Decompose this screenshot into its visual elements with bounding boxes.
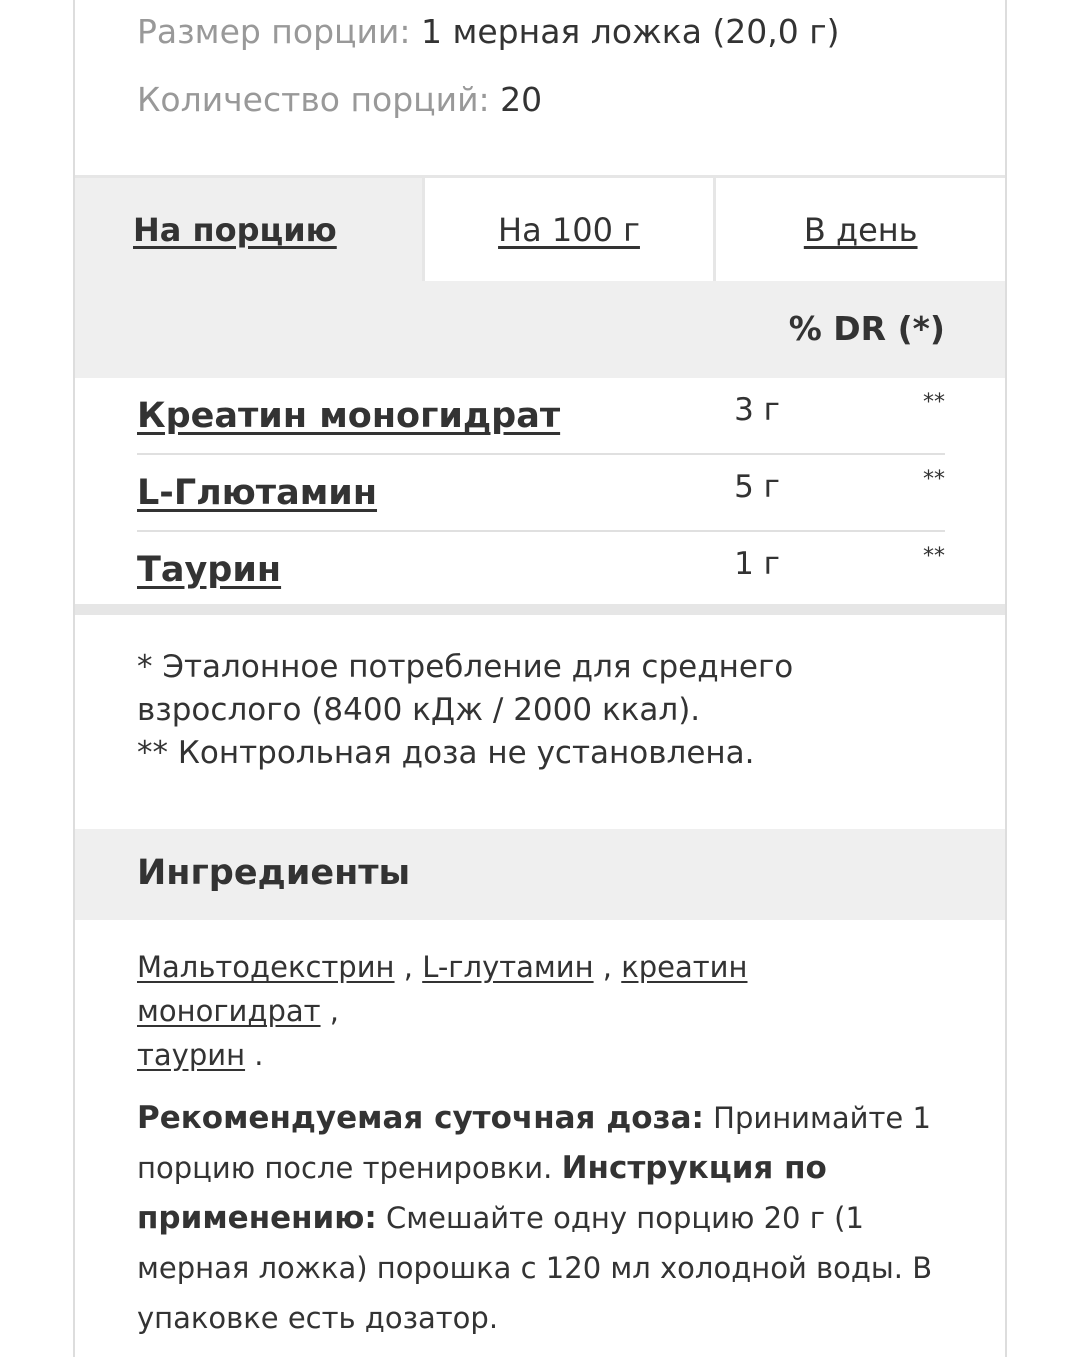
nutrient-dr: ** xyxy=(923,467,945,492)
nutrient-dr: ** xyxy=(923,544,945,569)
ingredient-link-glutamine[interactable]: L-глутамин xyxy=(422,950,594,984)
nutrient-link-creatine[interactable]: Креатин моногидрат xyxy=(137,396,561,436)
tab-per-100g[interactable]: На 100 г xyxy=(422,178,714,281)
nutrient-amount: 1 г xyxy=(734,546,780,582)
ingredient-separator: , xyxy=(394,950,423,984)
nutrient-amount: 5 г xyxy=(734,469,780,505)
nutrient-amount: 3 г xyxy=(734,392,780,428)
ingredient-link-taurine[interactable]: таурин xyxy=(137,1038,246,1072)
nutrition-tabs xyxy=(75,175,1005,281)
usage-instructions xyxy=(137,1093,937,1343)
servings-count-label: Количество порций: xyxy=(137,80,490,119)
footnote-line: * Эталонное потребление для среднего xyxy=(137,649,794,685)
instructions-label-cont: применению: xyxy=(137,1200,377,1236)
dr-header-row xyxy=(75,281,1005,378)
servings-count-value: 20 xyxy=(500,80,543,119)
nutrient-link-glutamine[interactable]: L-Глютамин xyxy=(137,473,378,513)
ingredients-header xyxy=(75,829,1005,920)
table-row xyxy=(137,378,945,455)
footnotes xyxy=(137,646,897,775)
instructions-label: Инструкция по xyxy=(561,1150,827,1186)
tab-per-day[interactable]: В день xyxy=(713,178,1005,281)
ingredient-link-creatine[interactable]: креатин моногидрат xyxy=(137,950,748,1028)
usage-text: упаковке есть дозатор. xyxy=(137,1301,499,1335)
serving-size-value: 1 мерная ложка (20,0 г) xyxy=(421,12,840,51)
usage-text: порцию после тренировки. xyxy=(137,1151,562,1185)
usage-text: мерная ложка) порошка с 120 мл холодной воды. В xyxy=(137,1251,933,1285)
ingredients-list xyxy=(137,945,937,1077)
table-row xyxy=(137,532,945,607)
servings-count xyxy=(137,80,542,120)
usage-text: Смешайте одну порцию 20 г (1 xyxy=(376,1201,864,1235)
ingredient-separator: , xyxy=(320,994,339,1028)
tab-per-serving[interactable]: На порцию xyxy=(75,178,422,281)
footnote-line: ** Контрольная доза не установлена. xyxy=(137,735,755,771)
usage-text: Принимайте 1 xyxy=(703,1101,931,1135)
nutrition-table xyxy=(137,378,945,607)
nutrient-link-taurine[interactable]: Таурин xyxy=(137,550,282,590)
dr-column-header: % DR (*) xyxy=(788,309,945,348)
footnote-line: взрослого (8400 кДж / 2000 ккал). xyxy=(137,692,701,728)
serving-size xyxy=(137,12,839,52)
product-info-panel xyxy=(73,0,1007,1357)
table-divider xyxy=(75,604,1005,615)
nutrient-dr: ** xyxy=(923,390,945,415)
ingredient-link-maltodextrin[interactable]: Мальтодекстрин xyxy=(137,950,395,984)
table-row xyxy=(137,455,945,532)
ingredient-separator: , xyxy=(593,950,622,984)
serving-size-label: Размер порции: xyxy=(137,12,411,51)
ingredient-end: . xyxy=(245,1038,264,1072)
ingredients-title: Ингредиенты xyxy=(137,853,411,893)
daily-dose-label: Рекомендуемая суточная доза: xyxy=(137,1100,704,1136)
